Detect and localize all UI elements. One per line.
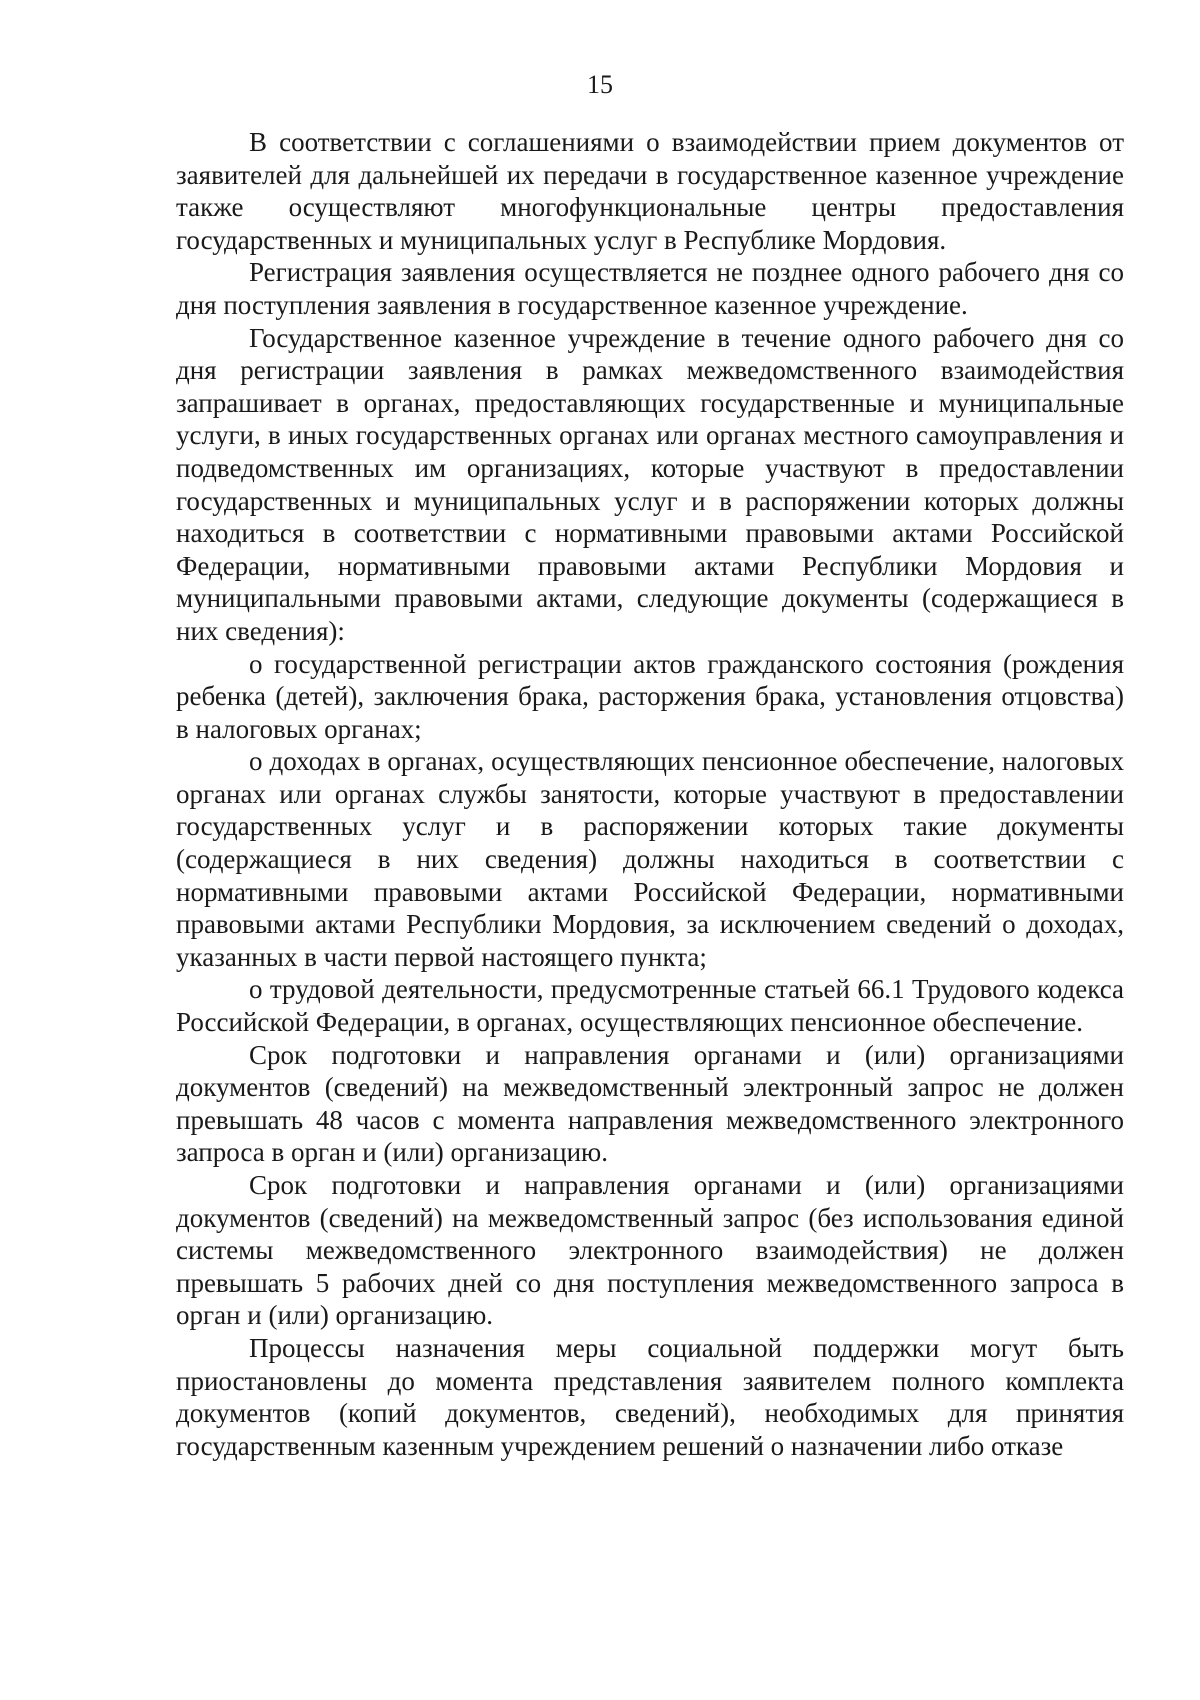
document-body [176, 126, 1124, 1462]
page-number: 15 [587, 70, 613, 99]
paragraph-interagency-request: Государственное казенное учреждение в течение одного рабочего дня со дня регистрации заявления в рамках межведомственного взаимодействия запрашивает в органах, предоставляющих государственные и муниципальные услуги, в иных государственных органах или органах местного самоуправления и подведомственных им организациях, которые участвуют в предоставлении государственных и муниципальных услуг и в распоряжении которых должны находиться в соответствии с нормативными правовыми актами Российской Федерации, нормативными правовыми актами Республики Мордовия и муниципальными правовыми актами, следующие документы (содержащиеся в них сведения): [176, 322, 1124, 646]
paragraph-income-documents: о доходах в органах, осуществляющих пенсионное обеспечение, налоговых органах или органах службы занятости, которые участвуют в предоставлении государственных услуг и в распоряжении которых такие документы (содержащиеся в них сведения) должны находиться в соответствии с нормативными правовыми актами Российской Федерации, нормативными правовыми актами Республики Мордовия, за исключением сведений о доходах, указанных в части первой настоящего пункта; [176, 746, 1124, 972]
paragraph-registration-deadline: Регистрация заявления осуществляется не позднее одного рабочего дня со дня поступления заявления в государственное казенное учреждение. [176, 257, 1124, 320]
paragraph-non-electronic-request-deadline: Срок подготовки и направления органами и (или) организациями документов (сведений) на межведомственный запрос (без использования единой системы межведомственного электронного взаимодействия) не должен превышать 5 рабочих дней со дня поступления межведомственного запроса в орган и (или) организацию. [176, 1170, 1124, 1331]
paragraph-suspension: Процессы назначения меры социальной поддержки могут быть приостановлены до момента представления заявителем полного комплекта документов (копий документов, сведений), необходимых для принятия государственным казенным учреждением решений о назначении либо отказе [176, 1332, 1124, 1461]
paragraph-labor-activity-documents: о трудовой деятельности, предусмотренные статьей 66.1 Трудового кодекса Российской Федерации, в органах, осуществляющих пенсионное обеспечение. [176, 974, 1124, 1038]
paragraph-civil-status-documents: о государственной регистрации актов гражданского состояния (рождения ребенка (детей), заключения брака, расторжения брака, установления отцовства) в налоговых органах; [176, 648, 1124, 744]
paragraph-electronic-request-deadline: Срок подготовки и направления органами и (или) организациями документов (сведений) на межведомственный электронный запрос не должен превышать 48 часов с момента направления межведомственного электронного запроса в орган и (или) организацию. [176, 1039, 1124, 1168]
paragraph-mfc-acceptance: В соответствии с соглашениями о взаимодействии прием документов от заявителей для дальнейшей их передачи в государственное казенное учреждение также осуществляют многофункциональные центры предоставления государственных и муниципальных услуг в Республике Мордовия. [176, 127, 1124, 255]
